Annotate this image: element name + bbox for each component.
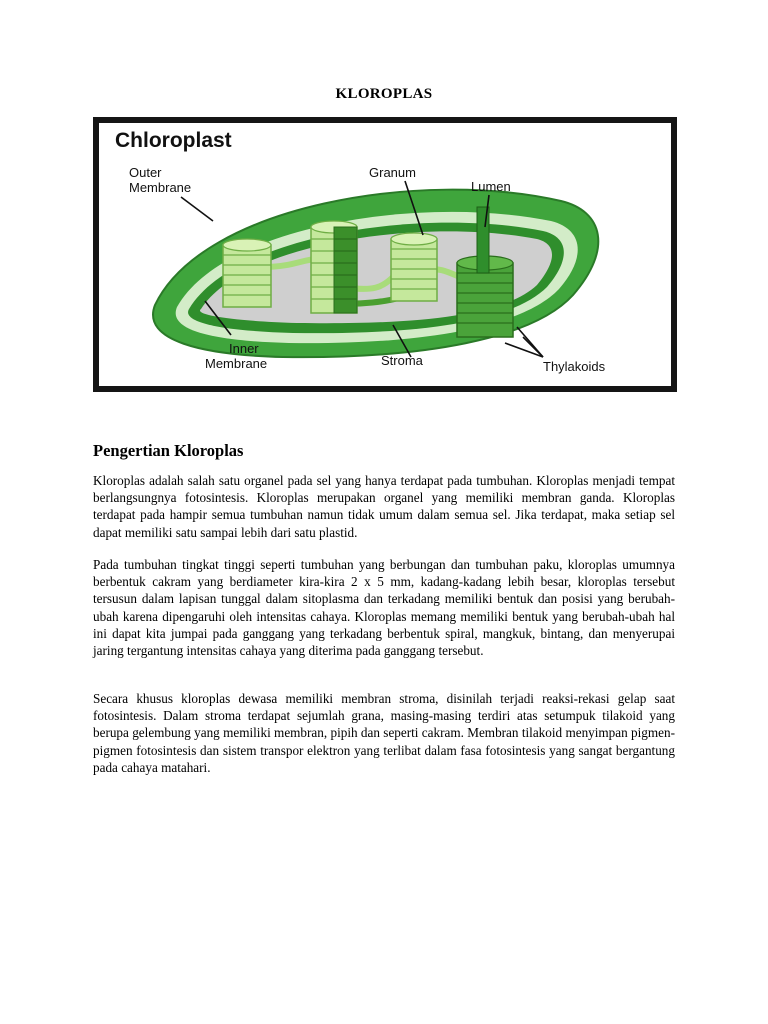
section-heading: Pengertian Kloroplas (93, 441, 244, 460)
paragraph-3: Secara khusus kloroplas dewasa memiliki membran stroma, disinilah terjadi reaksi-rekasi gelap saat fotosintesis. Dalam stroma terdapat sejumlah grana, masing-masing terdiri atas setumpuk tilakoid yang berupa gelembung yang memiliki membran, pipih dan seperti cakram. Membran tilakoid menyimpan pigmen-pigmen fotosintesis dan sistem transpor elektron yang terlibat dalam fasa fotosintesis yang sangat bergantung pada cahaya matahari. (93, 691, 675, 775)
granum-left (223, 239, 271, 307)
lumen-column (477, 207, 489, 273)
diagram-title: Chloroplast (115, 129, 232, 152)
paragraph-1: Kloroplas adalah salah satu organel pada sel yang hanya terdapat pada tumbuhan. Kloroplas menjadi tempat berlangsungnya fotosintesis. Kloroplas merupakan organel yang memiliki membran ganda. Kloroplas terdapat pada hampir semua tumbuhan namun tidak umum dalam semua sel. Jika terdapat, maka setiap sel dapat memiliki satu sampai lebih dari satu plastid. (93, 473, 675, 540)
label-lumen: Lumen (471, 179, 511, 194)
label-inner-membrane-line2: Membrane (205, 356, 268, 371)
label-thylakoids: Thylakoids (543, 359, 606, 374)
label-stroma: Stroma (381, 353, 423, 368)
granum-center (311, 221, 357, 313)
paragraph-2: Pada tumbuhan tingkat tinggi seperti tumbuhan yang berbungan dan tumbuhan paku, kloroplas umumnya berbentuk cakram yang berdiameter kira-kira 2 x 5 mm, kadang-kadang lebih besar, kloroplas tersebut tersusun dalam lapisan tunggal dalam sitoplasma dan terkadang memiliki bentuk dan posisi yang berubah-ubah karena dipengaruhi oleh intensitas cahaya. Kloroplas memang memiliki bentuk yang berubah-ubah hal ini dapat kita jumpai pada ganggang yang terkadang berbentuk spiral, mangkuk, bintang, dan menyerupai jaring tergantung intensitas cahaya yang diterima pada ganggang tersebut. (93, 557, 675, 659)
label-granum: Granum (369, 165, 416, 180)
label-inner-membrane-line1: Inner (229, 341, 259, 356)
page-title: KLOROPLAS (335, 86, 433, 102)
granum-right (391, 233, 437, 301)
label-outer-membrane-line1: Outer (129, 165, 162, 180)
label-outer-membrane-line2: Membrane (129, 180, 192, 195)
chloroplast-diagram (93, 117, 677, 392)
